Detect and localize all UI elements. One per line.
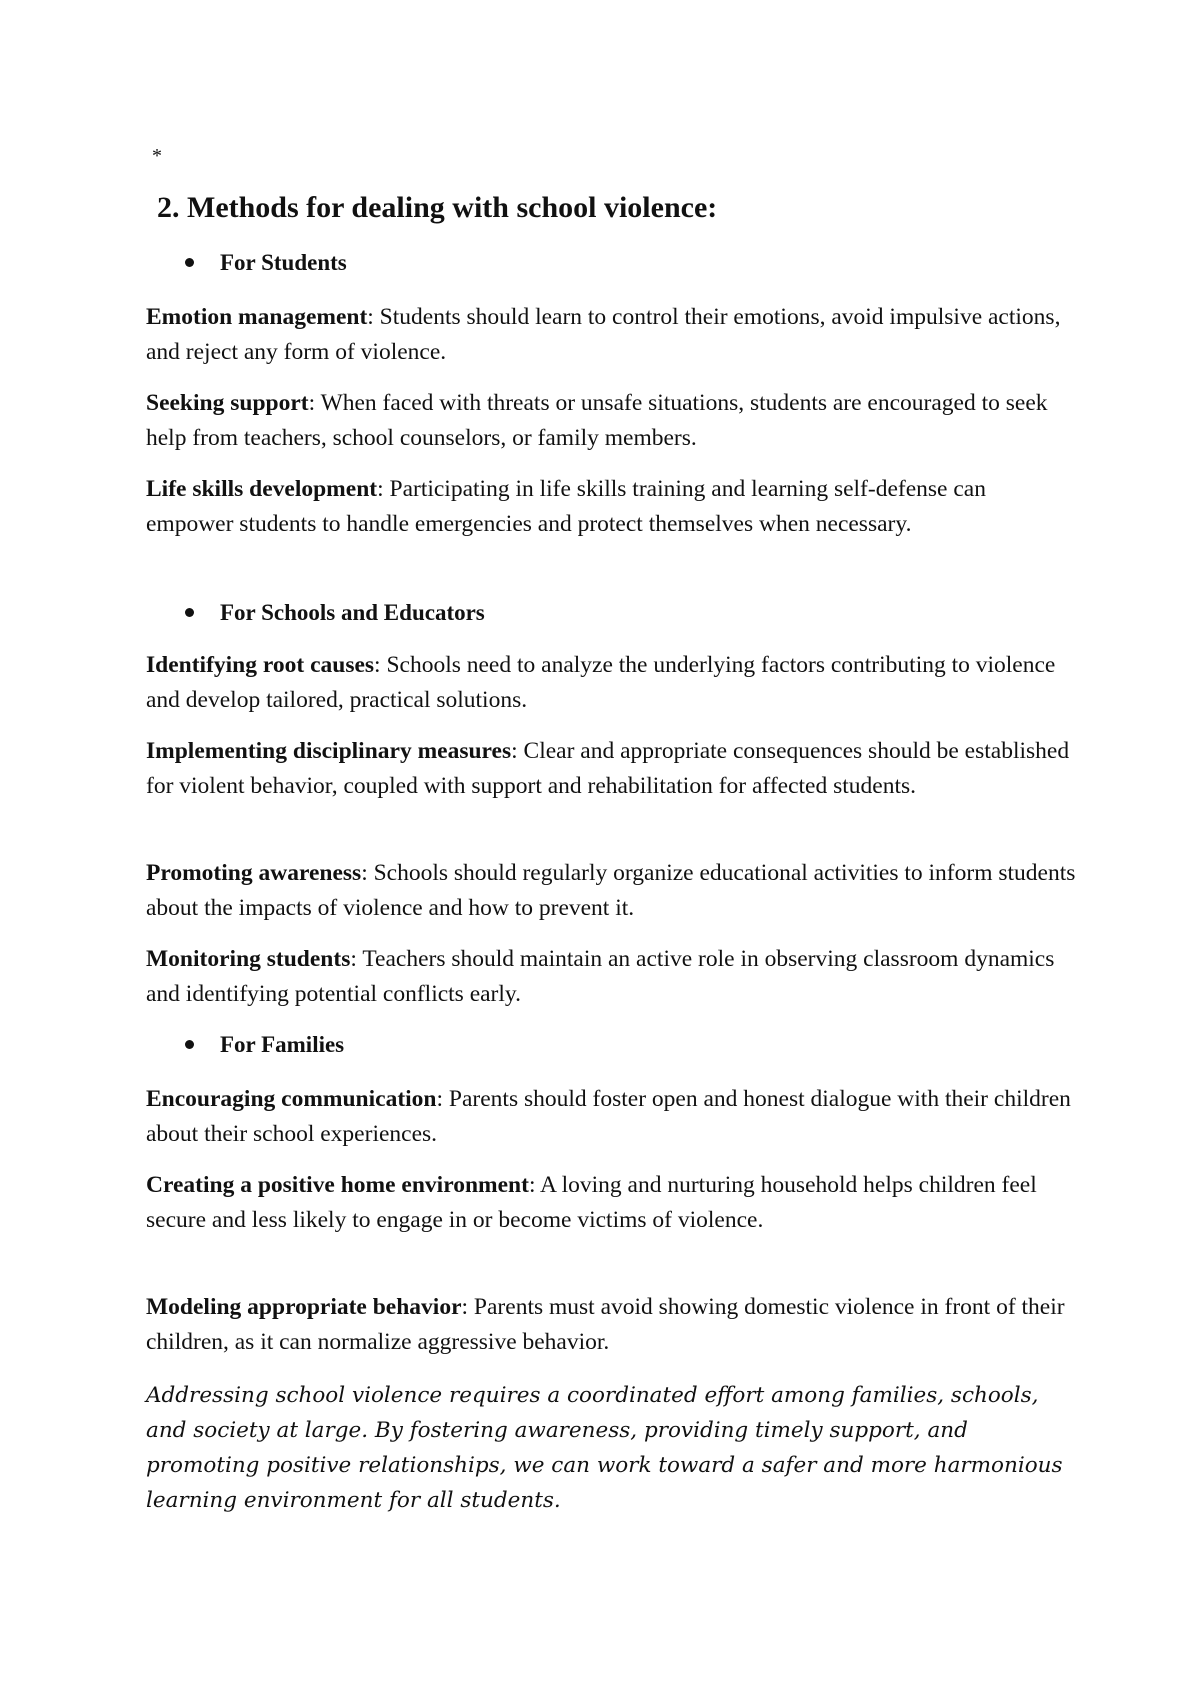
paragraph-text: : Students should learn to control their emotions, avoid impulsive actions, and reject any form of violence. — [146, 304, 1061, 365]
asterisk-marker: * — [152, 145, 162, 167]
paragraph-emotion-management — [146, 300, 1076, 370]
paragraph-term: Creating a positive home environment — [146, 1172, 529, 1198]
paragraph-disciplinary-measures — [146, 734, 1076, 804]
bullet-icon — [185, 258, 194, 267]
paragraph-encouraging-communication — [146, 1082, 1076, 1152]
bullet-heading-label: For Students — [220, 250, 347, 275]
bullet-icon — [185, 608, 194, 617]
paragraph-text: : Schools need to analyze the underlying factors contributing to violence and develop tailored, practical solutions. — [146, 652, 1056, 713]
paragraph-monitoring-students — [146, 942, 1076, 1012]
paragraph-text: : Teachers should maintain an active role in observing classroom dynamics and identifying potential conflicts early. — [146, 946, 1055, 1007]
paragraph-term: Modeling appropriate behavior — [146, 1294, 462, 1320]
paragraph-term: Encouraging communication — [146, 1086, 437, 1112]
paragraph-term: Monitoring students — [146, 946, 351, 972]
bullet-icon — [185, 1040, 194, 1049]
bullet-heading-families — [185, 1030, 344, 1060]
paragraph-text: : Clear and appropriate consequences should be established for violent behavior, coupled with support and rehabilitation for affected students. — [146, 738, 1070, 799]
bullet-heading-label: For Schools and Educators — [220, 600, 485, 625]
paragraph-positive-home — [146, 1168, 1076, 1238]
paragraph-promoting-awareness — [146, 856, 1076, 926]
paragraph-term: Identifying root causes — [146, 652, 375, 678]
paragraph-text: : Participating in life skills training and learning self-defense can empower students to handle emergencies and protect themselves when necessary. — [146, 476, 986, 537]
paragraph-term: Emotion management — [146, 304, 368, 330]
paragraph-term: Life skills development — [146, 476, 378, 502]
paragraph-life-skills — [146, 472, 1076, 542]
paragraph-text: : Schools should regularly organize educational activities to inform students about the impacts of violence and how to prevent it. — [146, 860, 1076, 921]
paragraph-root-causes — [146, 648, 1076, 718]
paragraph-modeling-behavior — [146, 1290, 1076, 1360]
paragraph-seeking-support — [146, 386, 1076, 456]
conclusion-paragraph: Addressing school violence requires a coordinated effort among families, schools, and society at large. By fostering awareness, providing timely support, and promoting positive relationships, we can work toward a safer and more harmonious learning environment for all students. — [146, 1383, 1063, 1513]
section-heading: 2. Methods for dealing with school violence: — [157, 191, 718, 224]
paragraph-text: : A loving and nurturing household helps children feel secure and less likely to engage in or become victims of violence. — [146, 1172, 1037, 1233]
bullet-heading-label: For Families — [220, 1032, 345, 1057]
paragraph-term: Promoting awareness — [146, 860, 362, 886]
paragraph-text: : When faced with threats or unsafe situations, students are encouraged to seek help from teachers, school counselors, or family members. — [146, 390, 1048, 451]
paragraph-term: Implementing disciplinary measures — [146, 738, 512, 764]
bullet-heading-students — [185, 248, 347, 278]
paragraph-term: Seeking support — [146, 390, 309, 416]
paragraph-text: : Parents should foster open and honest dialogue with their children about their school experiences. — [146, 1086, 1071, 1147]
bullet-heading-schools — [185, 598, 485, 628]
paragraph-text: : Parents must avoid showing domestic violence in front of their children, as it can normalize aggressive behavior. — [146, 1294, 1065, 1355]
